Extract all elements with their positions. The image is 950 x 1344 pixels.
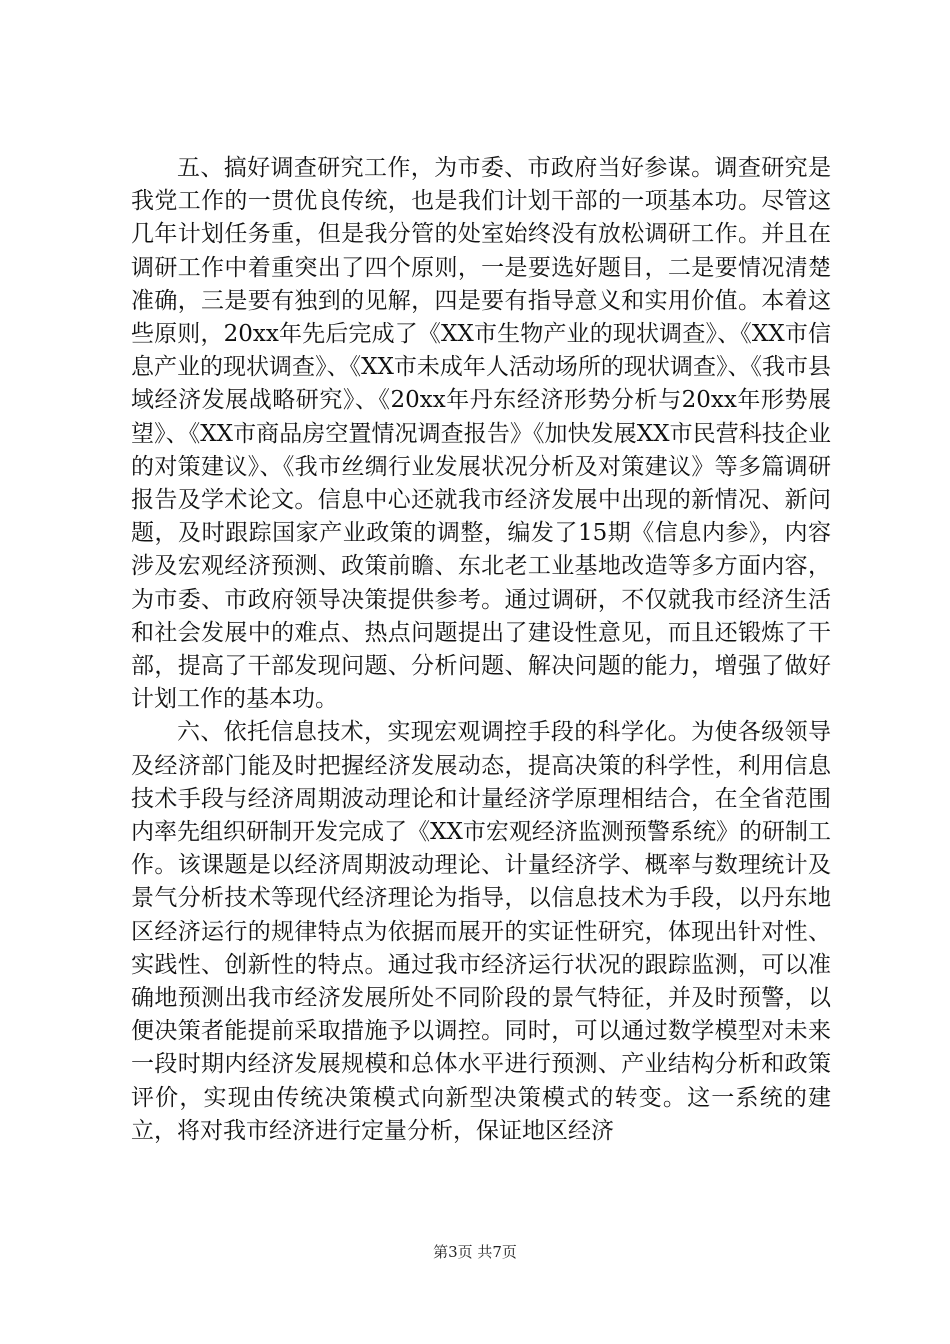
page-footer: [0, 1242, 950, 1262]
paragraph-research-work: 五、搞好调查研究工作，为市委、市政府当好参谋。调查研究是我党工作的一贯优良传统，也是我们计划干部的一项基本功。尽管这几年计划任务重，但是我分管的处室始终没有放松调研工作。并且在调研工作中着重突出了四个原则，一是要选好题目，二是要情况清楚准确，三是要有独到的见解，四是要有指导意义和实用价值。本着这些原则，20xx年先后完成了《XX市生物产业的现状调查》、《XX市信息产业的现状调查》、《XX市未成年人活动场所的现状调查》、《我市县域经济发展战略研究》、《20xx年丹东经济形势分析与20xx年形势展望》、《XX市商品房空置情况调查报告》《加快发展XX市民营科技企业的对策建议》、《我市丝绸行业发展状况分析及对策建议》等多篇调研报告及学术论文。信息中心还就我市经济发展中出现的新情况、新问题，及时跟踪国家产业政策的调整，编发了15期《信息内参》，内容涉及宏观经济预测、政策前瞻、东北老工业基地改造等多方面内容，为市委、市政府领导决策提供参考。通过调研，不仅就我市经济生活和社会发展中的难点、热点问题提出了建设性意见，而且还锻炼了干部，提高了干部发现问题、分析问题、解决问题的能力，增强了做好计划工作的基本功。: [131, 155, 831, 713]
document-body: [131, 152, 831, 1148]
page-number: 第3页 共7页: [433, 1243, 517, 1261]
paragraph-information-technology: 六、依托信息技术，实现宏观调控手段的科学化。为使各级领导及经济部门能及时把握经济发展动态，提高决策的科学性，利用信息技术手段与经济周期波动理论和计量经济学原理相结合，在全省范围内率先组织研制开发完成了《XX市宏观经济监测预警系统》的研制工作。该课题是以经济周期波动理论、计量经济学、概率与数理统计及景气分析技术等现代经济理论为指导，以信息技术为手段，以丹东地区经济运行的规律特点为依据而展开的实证性研究，体现出针对性、实践性、创新性的特点。通过我市经济运行状况的跟踪监测，可以准确地预测出我市经济发展所处不同阶段的景气特征，并及时预警，以便决策者能提前采取措施予以调控。同时，可以通过数学模型对未来一段时期内经济发展规模和总体水平进行预测、产业结构分析和政策评价，实现由传统决策模式向新型决策模式的转变。这一系统的建立，将对我市经济进行定量分析，保证地区经济: [131, 719, 831, 1144]
